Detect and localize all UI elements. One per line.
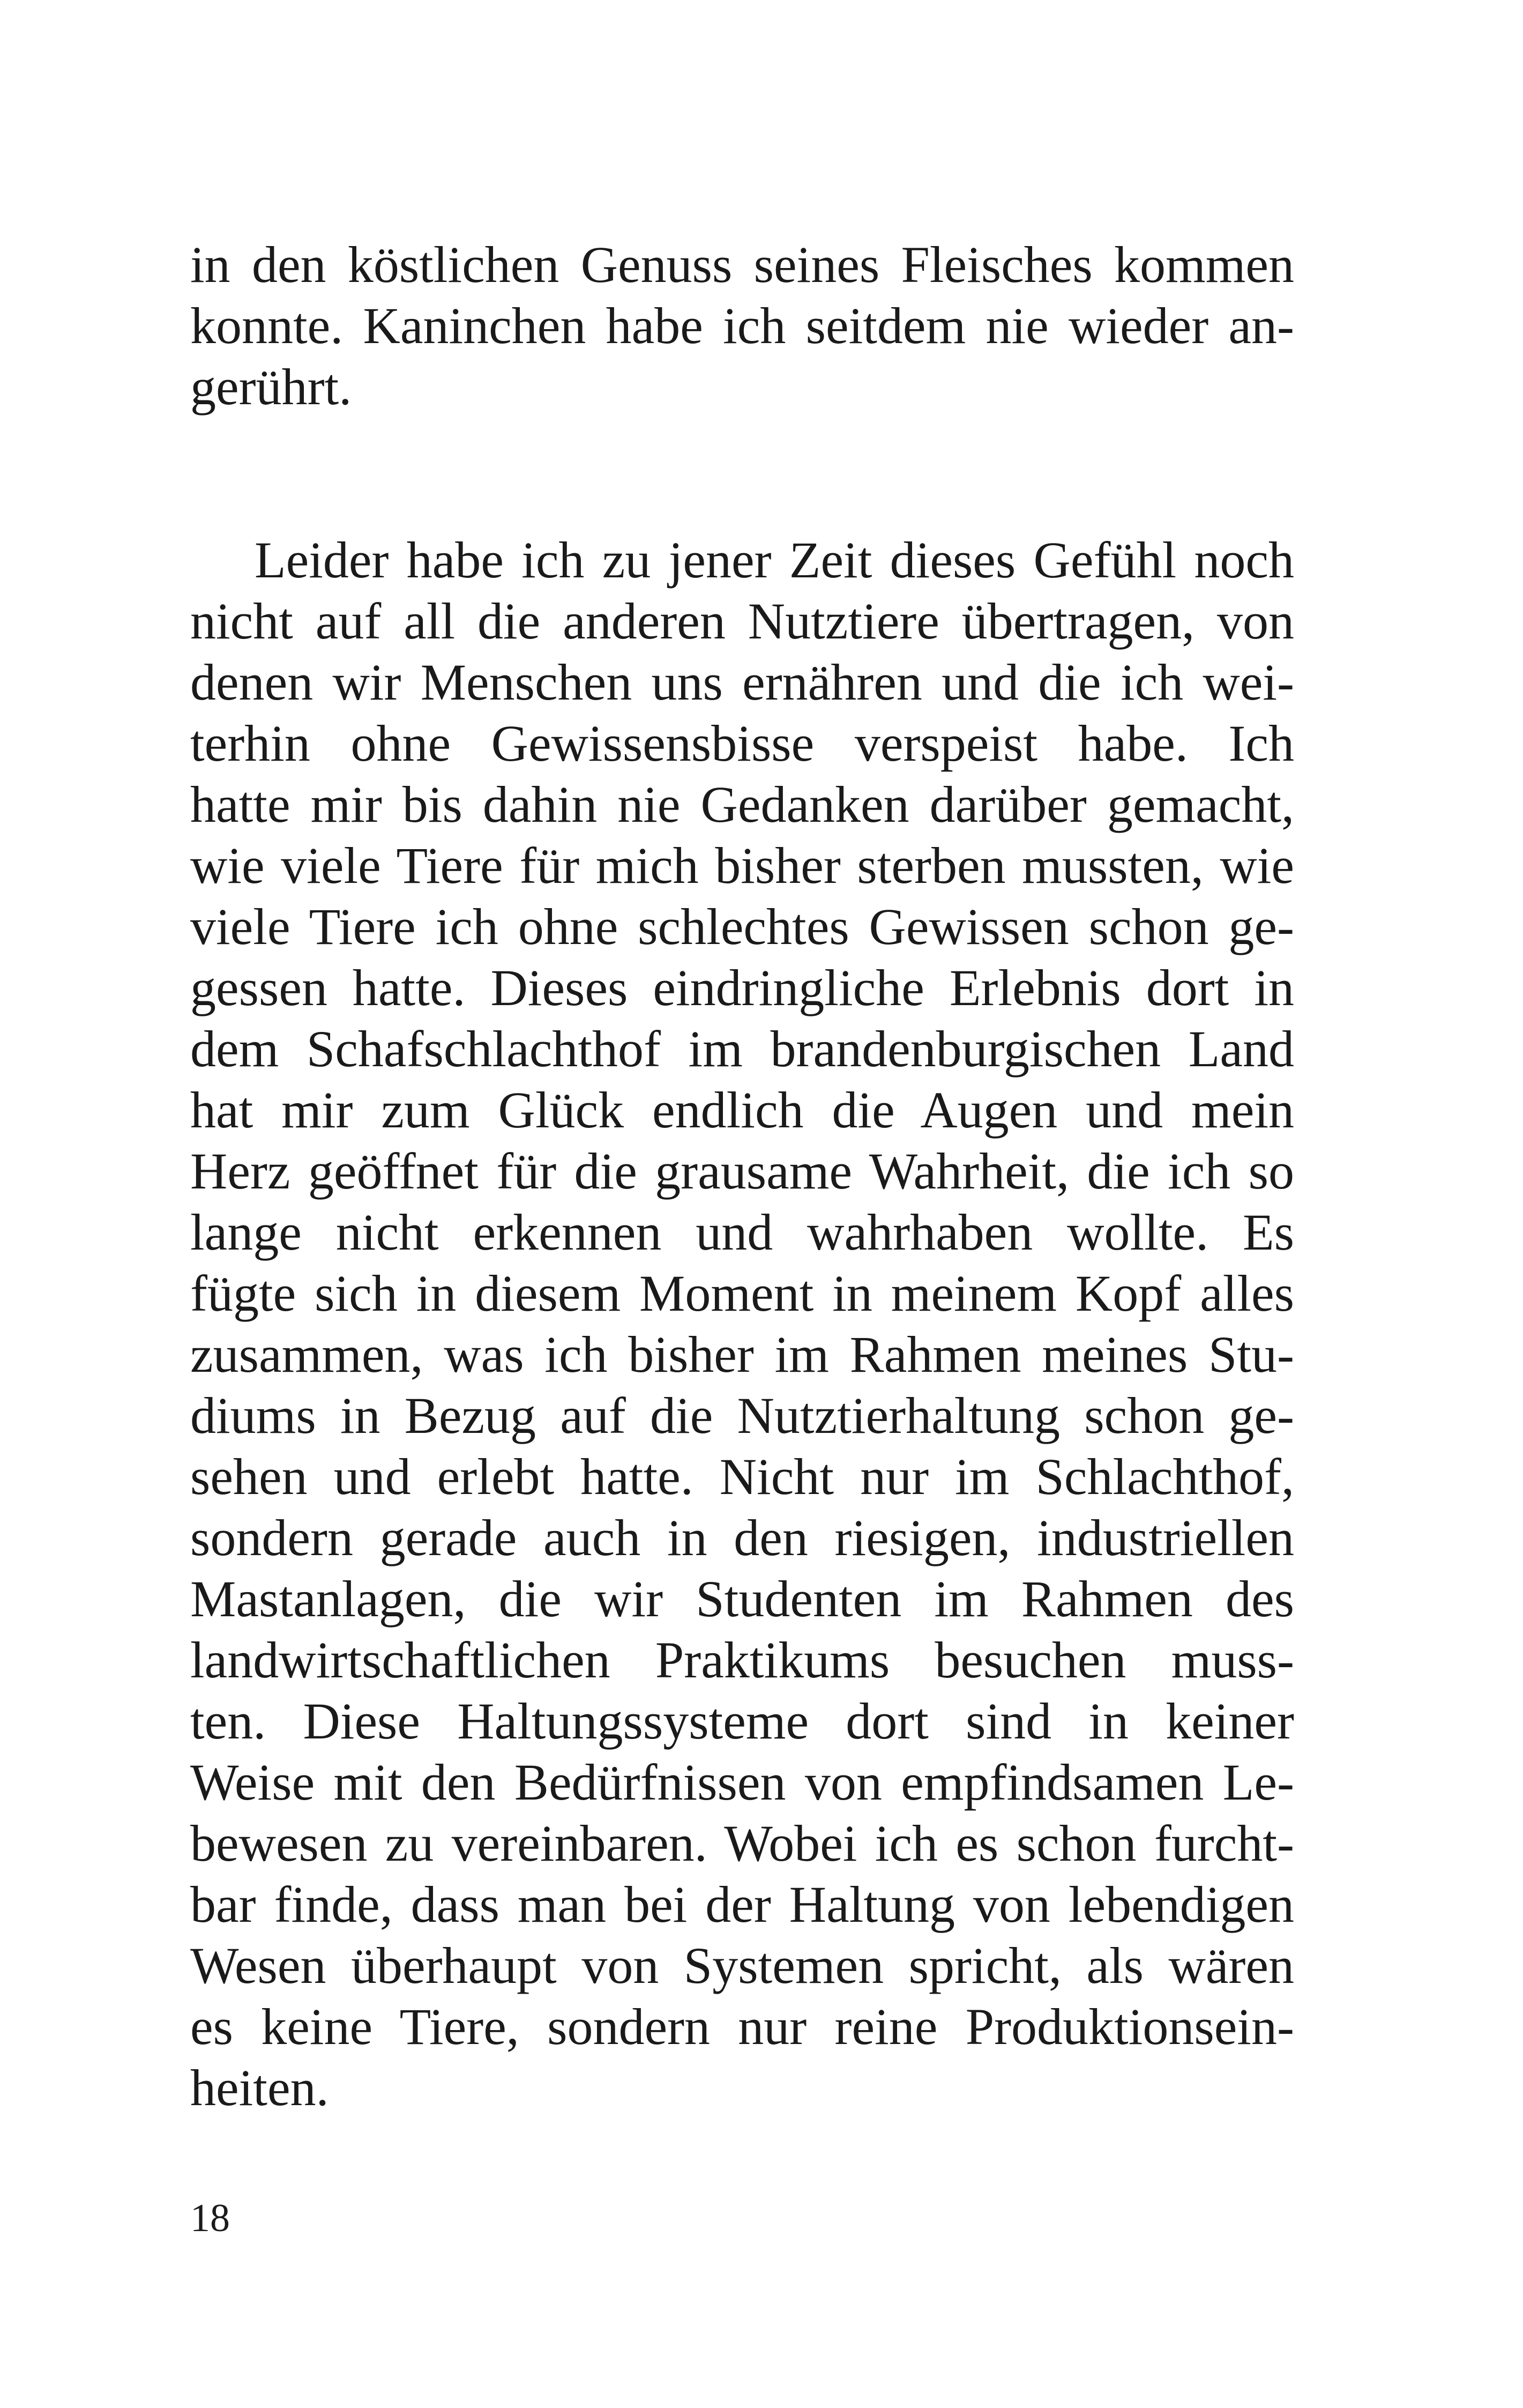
text-line: diums in Bezug auf die Nutztierhaltung schon ge- bbox=[190, 1387, 1294, 1444]
text-line: lange nicht erkennen und wahrhaben wollte. Es bbox=[190, 1203, 1294, 1261]
text-line: sehen und erlebt hatte. Nicht nur im Schlachthof, bbox=[190, 1448, 1294, 1505]
text-line: dem Schafschlachthof im brandenburgischen Land bbox=[190, 1020, 1294, 1077]
text-line: Weise mit den Bedürfnissen von empfindsamen Le- bbox=[190, 1753, 1294, 1811]
text-line: nicht auf all die anderen Nutztiere übertragen, von bbox=[190, 592, 1294, 650]
page-number: 18 bbox=[190, 2196, 230, 2240]
text-line: terhin ohne Gewissensbisse verspeist habe. Ich bbox=[190, 715, 1294, 772]
text-line: hat mir zum Glück endlich die Augen und mein bbox=[190, 1081, 1294, 1139]
text-line: Mastanlagen, die wir Studenten im Rahmen des bbox=[190, 1570, 1294, 1627]
paragraph-continuation bbox=[190, 234, 1294, 418]
text-line: fügte sich in diesem Moment in meinem Kopf alles bbox=[190, 1265, 1294, 1322]
text-line: sondern gerade auch in den riesigen, industriellen bbox=[190, 1509, 1294, 1566]
text-line: Leider habe ich zu jener Zeit dieses Gefühl noch bbox=[255, 531, 1294, 589]
text-line: zusammen, was ich bisher im Rahmen meines Stu- bbox=[190, 1326, 1294, 1383]
text-line: es keine Tiere, sondern nur reine Produktionsein- bbox=[190, 1998, 1294, 2055]
paragraph-main bbox=[190, 530, 1294, 2119]
text-line: viele Tiere ich ohne schlechtes Gewissen schon ge- bbox=[190, 898, 1294, 955]
text-line: bewesen zu vereinbaren. Wobei ich es schon furcht- bbox=[190, 1815, 1294, 1872]
text-line: Herz geöffnet für die grausame Wahrheit, die ich so bbox=[190, 1142, 1294, 1200]
text-line: heiten. bbox=[190, 2059, 329, 2116]
text-line: ten. Diese Haltungssysteme dort sind in keiner bbox=[190, 1692, 1294, 1750]
text-line: denen wir Menschen uns ernähren und die ich wei- bbox=[190, 653, 1294, 711]
text-line: bar finde, dass man bei der Haltung von lebendigen bbox=[190, 1876, 1294, 1933]
text-line: landwirtschaftlichen Praktikums besuchen muss- bbox=[190, 1631, 1294, 1689]
text-line: in den köstlichen Genuss seines Fleisches kommen bbox=[190, 236, 1294, 293]
text-line: Wesen überhaupt von Systemen spricht, als wären bbox=[190, 1937, 1294, 1994]
text-line: gessen hatte. Dieses eindringliche Erlebnis dort in bbox=[190, 959, 1294, 1016]
text-line: konnte. Kaninchen habe ich seitdem nie wieder an- bbox=[190, 297, 1294, 354]
text-line: hatte mir bis dahin nie Gedanken darüber gemacht, bbox=[190, 776, 1294, 833]
text-line: gerührt. bbox=[190, 358, 352, 415]
text-line: wie viele Tiere für mich bisher sterben mussten, wie bbox=[190, 837, 1294, 894]
